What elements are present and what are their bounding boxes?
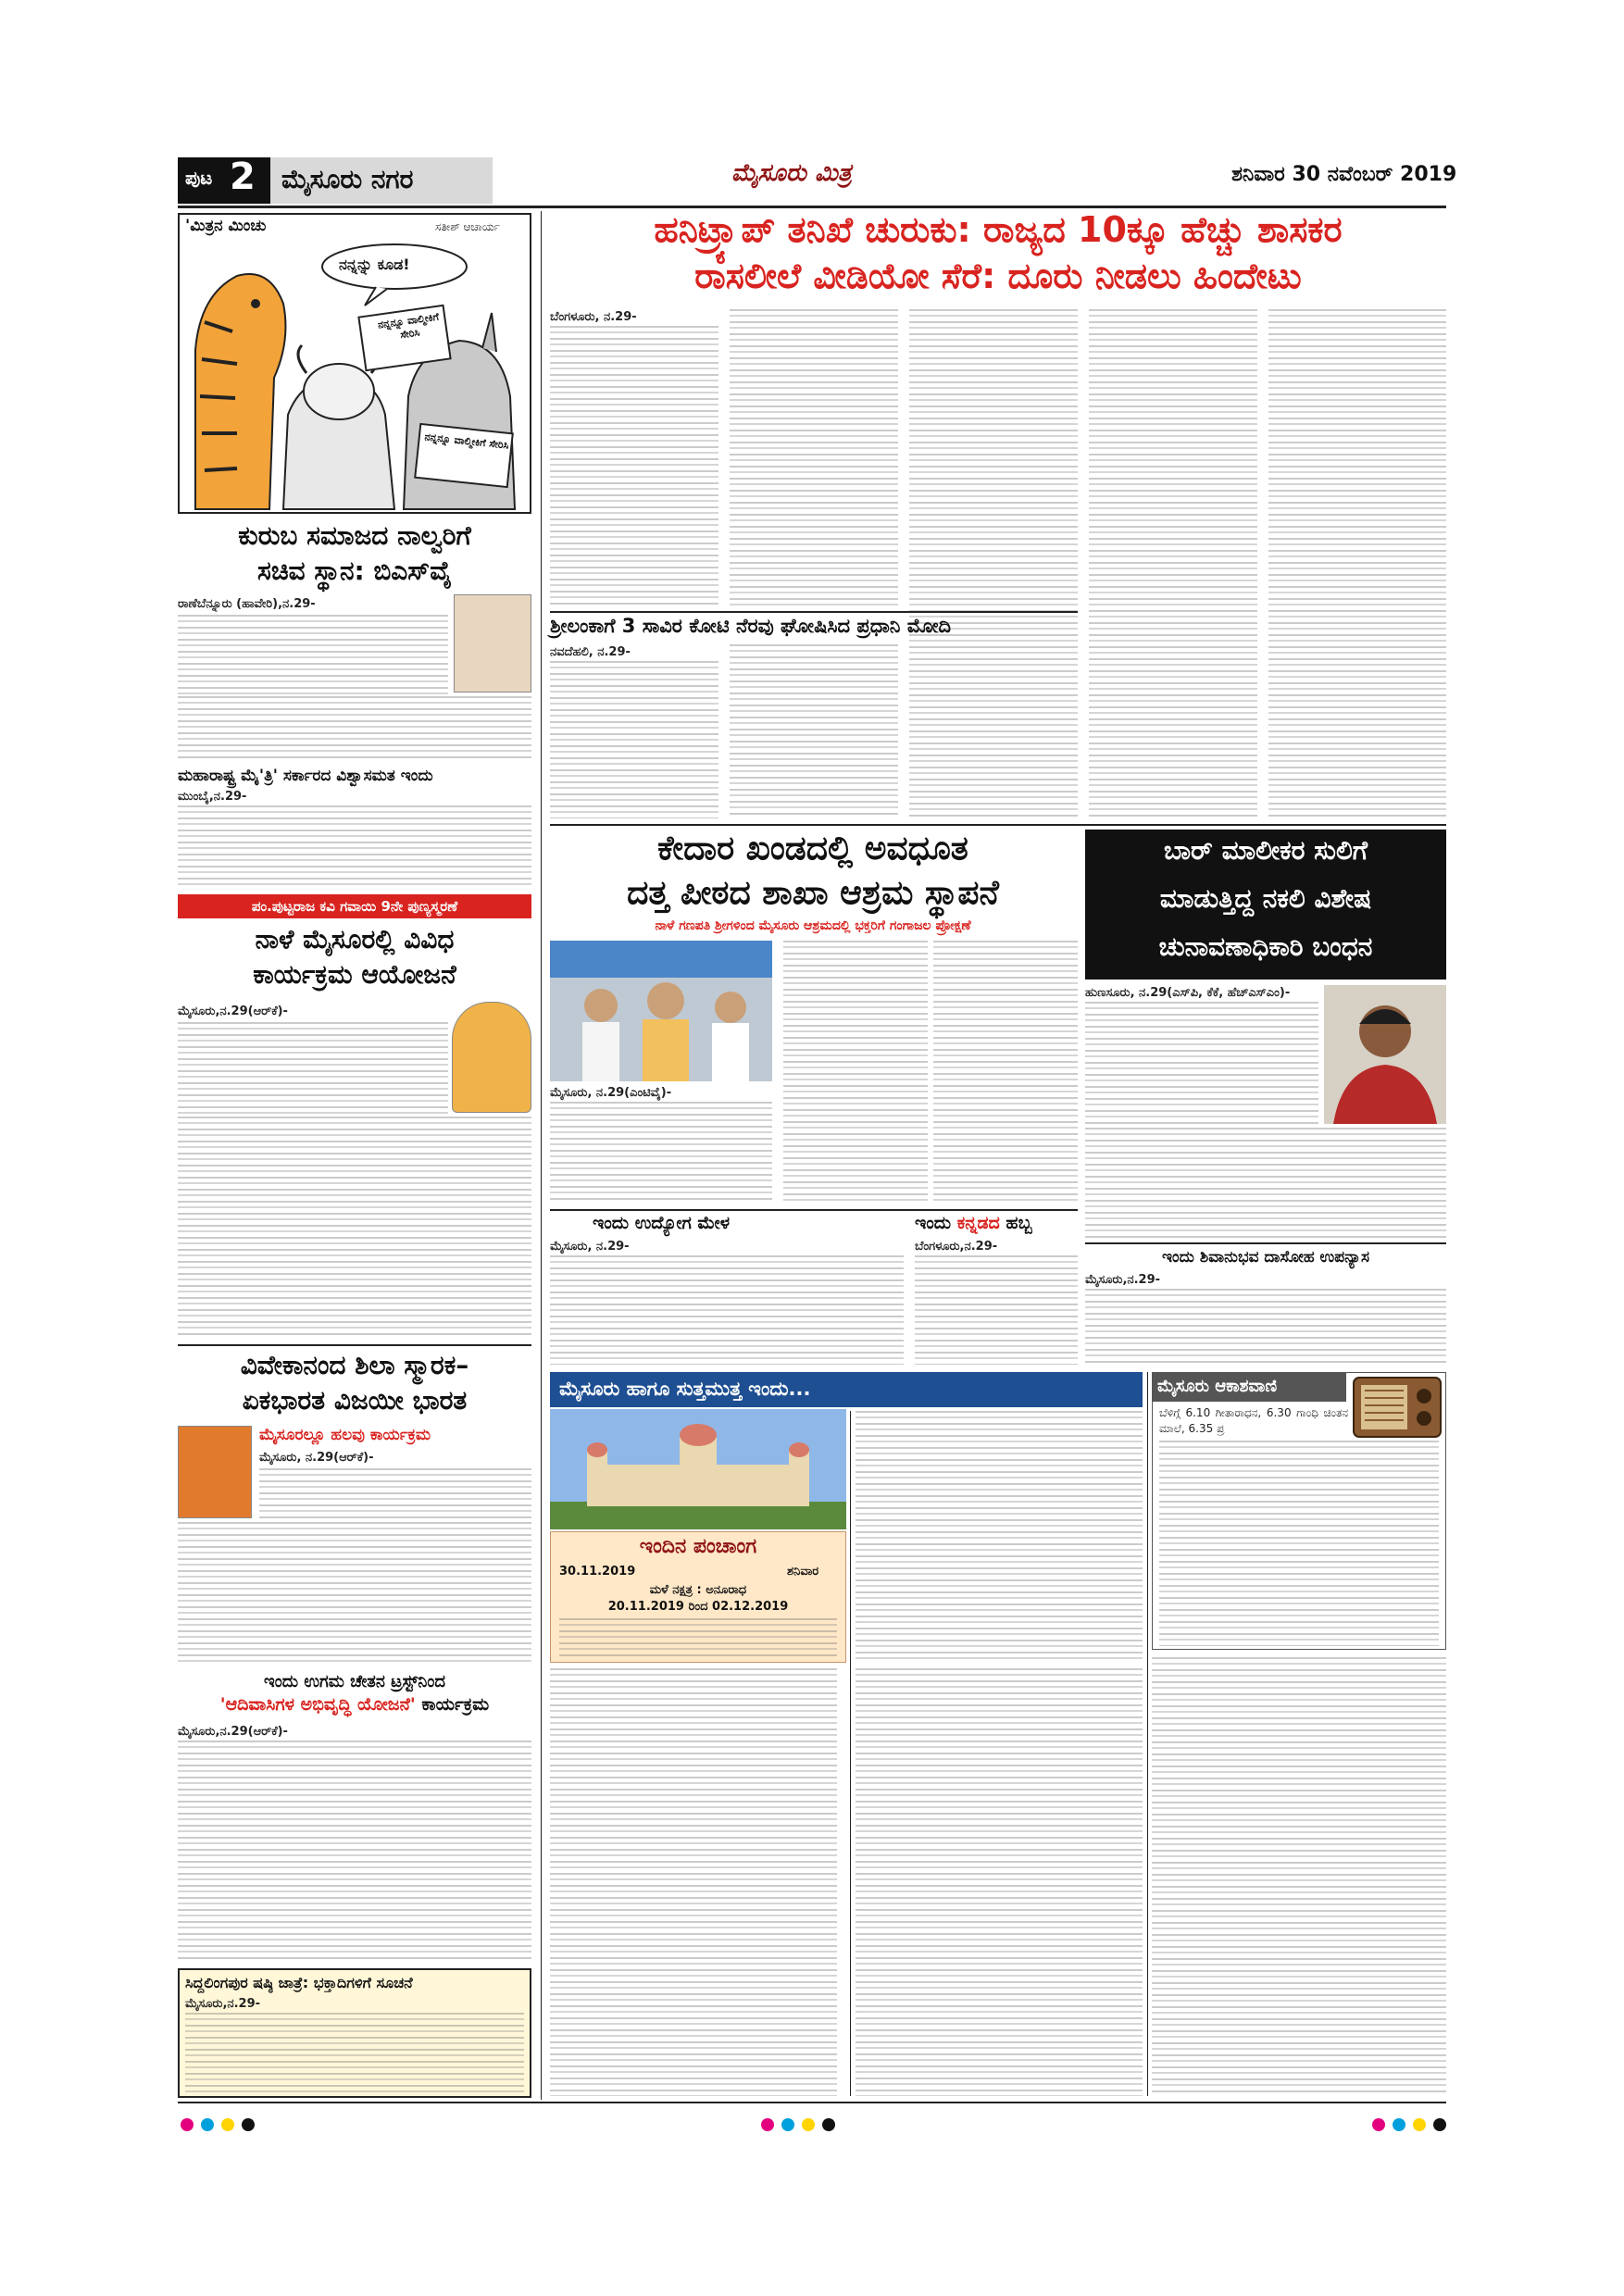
panchanga-body — [559, 1618, 837, 1659]
puttaraj-body — [178, 1022, 448, 1115]
adivasi-kicker: ಇಂದು ಉಗಮ ಚೇತನ ಟ್ರಸ್ಟ್‌ನಿಂದ — [264, 1672, 445, 1691]
maharashtra-headline: ಮಹಾರಾಷ್ಟ್ರ ಮೈ'ತ್ರಿ' ಸರ್ಕಾರದ ವಿಶ್ವಾಸಮತ ಇಂದು — [178, 767, 433, 785]
bar-body-col-1 — [1085, 1002, 1318, 1126]
vivekananda-body — [259, 1468, 531, 1520]
adivasi-body — [178, 1741, 531, 1961]
registration-dot — [822, 2118, 835, 2131]
siddalingapura-dateline: ಮೈಸೂರು,ನ.29- — [185, 1997, 261, 2011]
bar-body-col-2 — [1085, 1128, 1446, 1239]
section-title: ಮೈಸೂರು ನಗರ — [281, 164, 414, 194]
mysore-palace-photo — [550, 1409, 846, 1529]
kuruba-headline-2: ಸಚಿವ ಸ್ಥಾನ: ಬಿಎಸ್‌ವೈ — [256, 555, 453, 586]
kedara-kicker: ನಾಳೆ ಗಣಪತಿ ಶ್ರೀಗಳಿಂದ ಮೈಸೂರು ಆಶ್ರಮದಲ್ಲಿ ಭಕ್ತರಿಗೆ ಗಂಗಾಜಲ ಪ್ರೋಕ್ಷಣೆ — [655, 918, 971, 933]
radio-icon — [1352, 1376, 1443, 1439]
radio-title: ಮೈಸೂರು ಆಕಾಶವಾಣಿ — [1157, 1377, 1278, 1396]
registration-dot — [242, 2118, 255, 2131]
adivasi-dateline: ಮೈಸೂರು,ನ.29(ಆರ್‌ಕೆ)- — [178, 1725, 288, 1739]
masthead-rule — [178, 206, 1446, 208]
maharashtra-dateline: ಮುಂಬೈ,ನ.29- — [178, 790, 247, 804]
registration-dot — [761, 2118, 774, 2131]
udyoga-rule — [550, 1209, 1078, 1211]
cartoon-title: 'ಮಿತ್ರನ ಮಿಂಚು — [185, 217, 267, 235]
kannada-habba-headline — [915, 1213, 1081, 1233]
radio-body — [1159, 1441, 1439, 1646]
kannada-habba-dateline: ಬೆಂಗಳೂರು,ನ.29- — [915, 1240, 998, 1254]
events-col-right-top — [856, 1411, 1143, 1663]
panchanga-nakshatra-range: 20.11.2019 ರಿಂದ 02.12.2019 — [607, 1600, 789, 1614]
bar-headline-1: ಬಾರ್ ಮಾಲೀಕರ ಸುಲಿಗೆ — [1163, 835, 1368, 866]
shivanubhava-rule — [1085, 1242, 1446, 1244]
srilanka-body-col-1 — [550, 661, 718, 818]
udyoga-headline: ಇಂದು ಉದ್ಯೋಗ ಮೇಳ — [593, 1213, 731, 1233]
kedara-body-col-3 — [933, 941, 1078, 1204]
kannada-habba-pre: ಇಂದು — [915, 1213, 952, 1233]
srilanka-rule — [550, 611, 1078, 613]
kuruba-body — [178, 615, 448, 694]
registration-dot — [201, 2118, 214, 2131]
kedara-rule — [550, 824, 1446, 826]
registration-dot — [802, 2118, 815, 2131]
shivanubhava-headline: ಇಂದು ಶಿವಾನುಭವ ದಾಸೋಹ ಉಪನ್ಯಾಸ — [1161, 1248, 1370, 1267]
cartoon-artist: ಸತೀಶ್ ಆಚಾರ್ಯ — [435, 220, 500, 233]
kedara-body-col-1 — [550, 1102, 772, 1204]
puttaraj-kicker: ಪಂ.ಪುಟ್ಟರಾಜ ಕವಿ ಗವಾಯಿ 9ನೇ ಪುಣ್ಯಸ್ಮರಣೆ — [251, 898, 458, 915]
srilanka-headline: ಶ್ರೀಲಂಕಾಗೆ 3 ಸಾವಿರ ಕೋಟಿ ನೆರವು ಘೋಷಿಸಿದ ಪ್ರಧಾನಿ ಮೋದಿ — [550, 615, 952, 637]
bar-headline-3: ಚುನಾವಣಾಧಿಕಾರಿ ಬಂಧನ — [1158, 931, 1373, 962]
puttaraj-body-2 — [178, 1117, 531, 1337]
events-banner-text: ಮೈಸೂರು ಹಾಗೂ ಸುತ್ತಮುತ್ತ ಇಂದು... — [559, 1378, 811, 1400]
siddalingapura-headline: ಸಿದ್ದಲಿಂಗಪುರ ಷಷ್ಠಿ ಜಾತ್ರೆ: ಭಕ್ತಾದಿಗಳಿಗೆ ಸೂಚನೆ — [185, 1974, 413, 1991]
right-listings — [1152, 1657, 1446, 2096]
vivekananda-photo — [178, 1426, 252, 1518]
panchanga-title: ಇಂದಿನ ಪಂಚಾಂಗ — [639, 1535, 757, 1558]
events-col-1 — [550, 1668, 837, 2096]
srilanka-body-col-2 — [730, 644, 898, 818]
registration-dot — [1393, 2118, 1405, 2131]
events-divider-1 — [850, 1411, 851, 2096]
honeytrap-body-col-3 — [909, 309, 1078, 818]
kuruba-dateline: ರಾಣೆಬೆನ್ನೂರು (ಹಾವೇರಿ),ನ.29- — [178, 597, 316, 611]
issue-date: ಶನಿವಾರ 30 ನವೆಂಬರ್ 2019 — [1231, 163, 1457, 186]
page-label: ಪುಟ — [185, 167, 213, 189]
registration-dot — [221, 2118, 234, 2131]
puttaraj-headline-2: ಕಾರ್ಯಕ್ರಮ ಆಯೋಜನೆ — [253, 959, 456, 990]
shivanubhava-dateline: ಮೈಸೂರು,ನ.29- — [1085, 1273, 1161, 1287]
page-number: 2 — [230, 156, 256, 198]
honeytrap-headline-1: ಹನಿಟ್ರ್ಯಾಪ್ ತನಿಖೆ ಚುರುಕು: ರಾಜ್ಯದ 10ಕ್ಕೂ ಹೆಚ್ಚು ಶಾಸಕರ — [654, 209, 1343, 250]
vivekananda-rule — [178, 1344, 531, 1346]
honeytrap-body-col-4 — [1089, 309, 1257, 818]
paper-name: ಮೈಸೂರು ಮಿತ್ರ — [731, 159, 852, 187]
maharashtra-body — [178, 805, 531, 887]
kedara-body-col-2 — [783, 941, 928, 1204]
srilanka-dateline: ನವದೆಹಲಿ, ನ.29- — [550, 645, 631, 659]
left-column-divider — [541, 211, 542, 2100]
cartoon-sign-1: ನನ್ನನ್ನೂ ವಾಲ್ಮೀಕಿಗೆ ಸೇರಿಸಿ — [377, 310, 440, 342]
honeytrap-headline-2: ರಾಸಲೀಲೆ ವೀಡಿಯೋ ಸೆರೆ: ದೂರು ನೀಡಲು ಹಿಂದೇಟು — [694, 256, 1302, 296]
kuruba-headline-1: ಕುರುಬ ಸಮಾಜದ ನಾಲ್ವರಿಗೆ — [238, 520, 471, 551]
radio-first-line: ಬೆಳಿಗ್ಗೆ 6.10 ಗೀತಾರಾಧನ, 6.30 ಗಾಂಧಿ ಚಿಂತನ ಮಾಲೆ, 6.35 ಪ್ರ — [1159, 1406, 1352, 1435]
kannada-habba-post: ಹಬ್ಬ — [1006, 1213, 1032, 1233]
udyoga-body — [550, 1255, 904, 1365]
vivekananda-headline-2: ಏಕಭಾರತ ವಿಜಯೀ ಭಾರತ — [242, 1385, 468, 1416]
udyoga-dateline: ಮೈಸೂರು, ನ.29- — [550, 1240, 630, 1254]
siddalingapura-body — [185, 2013, 524, 2092]
registration-dot — [1372, 2118, 1385, 2131]
bar-headline-2: ಮಾಡುತ್ತಿದ್ದ ನಕಲಿ ವಿಶೇಷ — [1159, 883, 1372, 914]
kedara-dateline: ಮೈಸೂರು, ನ.29(ಎಂಟಿವೈ)- — [550, 1086, 672, 1100]
honeytrap-body-col-1 — [550, 326, 718, 605]
vivekananda-body-2 — [178, 1522, 531, 1666]
honeytrap-body-col-5 — [1268, 309, 1446, 818]
vivekananda-dateline: ಮೈಸೂರು, ನ.29(ಆರ್‌ಕೆ)- — [259, 1451, 374, 1465]
vivekananda-headline-1: ವಿವೇಕಾನಂದ ಶಿಲಾ ಸ್ಮಾರಕ– — [240, 1350, 469, 1380]
honeytrap-body-col-2 — [730, 309, 898, 605]
puttaraj-headline-1: ನಾಳೆ ಮೈಸೂರಲ್ಲಿ ವಿವಿಧ — [255, 924, 455, 955]
kannada-habba-body — [915, 1255, 1078, 1365]
registration-dot — [181, 2118, 194, 2131]
registration-dot — [1433, 2118, 1446, 2131]
panchanga-date: 30.11.2019 — [559, 1565, 636, 1578]
registration-dot — [1413, 2118, 1426, 2131]
kannada-habba-accent: ಕನ್ನಡದ — [956, 1213, 1000, 1233]
cartoon-bubble-text: ನನ್ನನ್ನು ಕೂಡ! — [339, 256, 410, 273]
events-col-2 — [856, 1668, 1143, 2096]
yediyurappa-photo — [454, 594, 531, 693]
puttaraj-photo — [452, 1002, 531, 1113]
cartoon-illustration — [181, 239, 528, 509]
kedara-headline-2: ದತ್ತ ಪೀಠದ ಶಾಖಾ ಆಶ್ರಮ ಸ್ಥಾಪನೆ — [627, 874, 999, 912]
adivasi-headline-quote: 'ಆದಿವಾಸಿಗಳ ಅಭಿವೃದ್ಧಿ ಯೋಜನೆ' — [219, 1694, 416, 1715]
accused-photo — [1324, 985, 1446, 1124]
kuruba-body-2 — [178, 696, 531, 761]
bar-dateline: ಹುಣಸೂರು, ನ.29(ಎಸ್‌ಪಿ, ಕೆಕೆ, ಹೆಚ್‌ಎಸ್‌ಎಂ)- — [1085, 986, 1291, 1000]
vivekananda-kicker: ಮೈಸೂರಲ್ಲೂ ಹಲವು ಕಾರ್ಯಕ್ರಮ — [259, 1426, 431, 1444]
cartoon-sign-2: ನನ್ನನ್ನೂ ವಾಲ್ಮೀಕಿಗೆ ಸೇರಿಸಿ — [423, 430, 510, 452]
puttaraj-dateline: ಮೈಸೂರು,ನ.29(ಆರ್‌ಕೆ)- — [178, 1004, 288, 1018]
kedara-photo — [550, 941, 772, 1081]
panchanga-nakshatra: ಮಳೆ ನಕ್ಷತ್ರ : ಅನೂರಾಧ — [649, 1583, 747, 1597]
kedara-headline-1: ಕೇದಾರ ಖಂಡದಲ್ಲಿ ಅವಧೂತ — [657, 830, 968, 867]
registration-dot — [781, 2118, 794, 2131]
adivasi-headline-post: ಕಾರ್ಯಕ್ರಮ — [421, 1694, 490, 1715]
honeytrap-dateline: ಬೆಂಗಳೂರು, ನ.29- — [550, 310, 637, 324]
shivanubhava-body — [1085, 1289, 1446, 1365]
adivasi-headline — [178, 1694, 531, 1715]
panchanga-day: ಶನಿವಾರ — [787, 1565, 819, 1578]
events-divider-2 — [1147, 1372, 1148, 2096]
bottom-rule — [178, 2102, 1446, 2103]
